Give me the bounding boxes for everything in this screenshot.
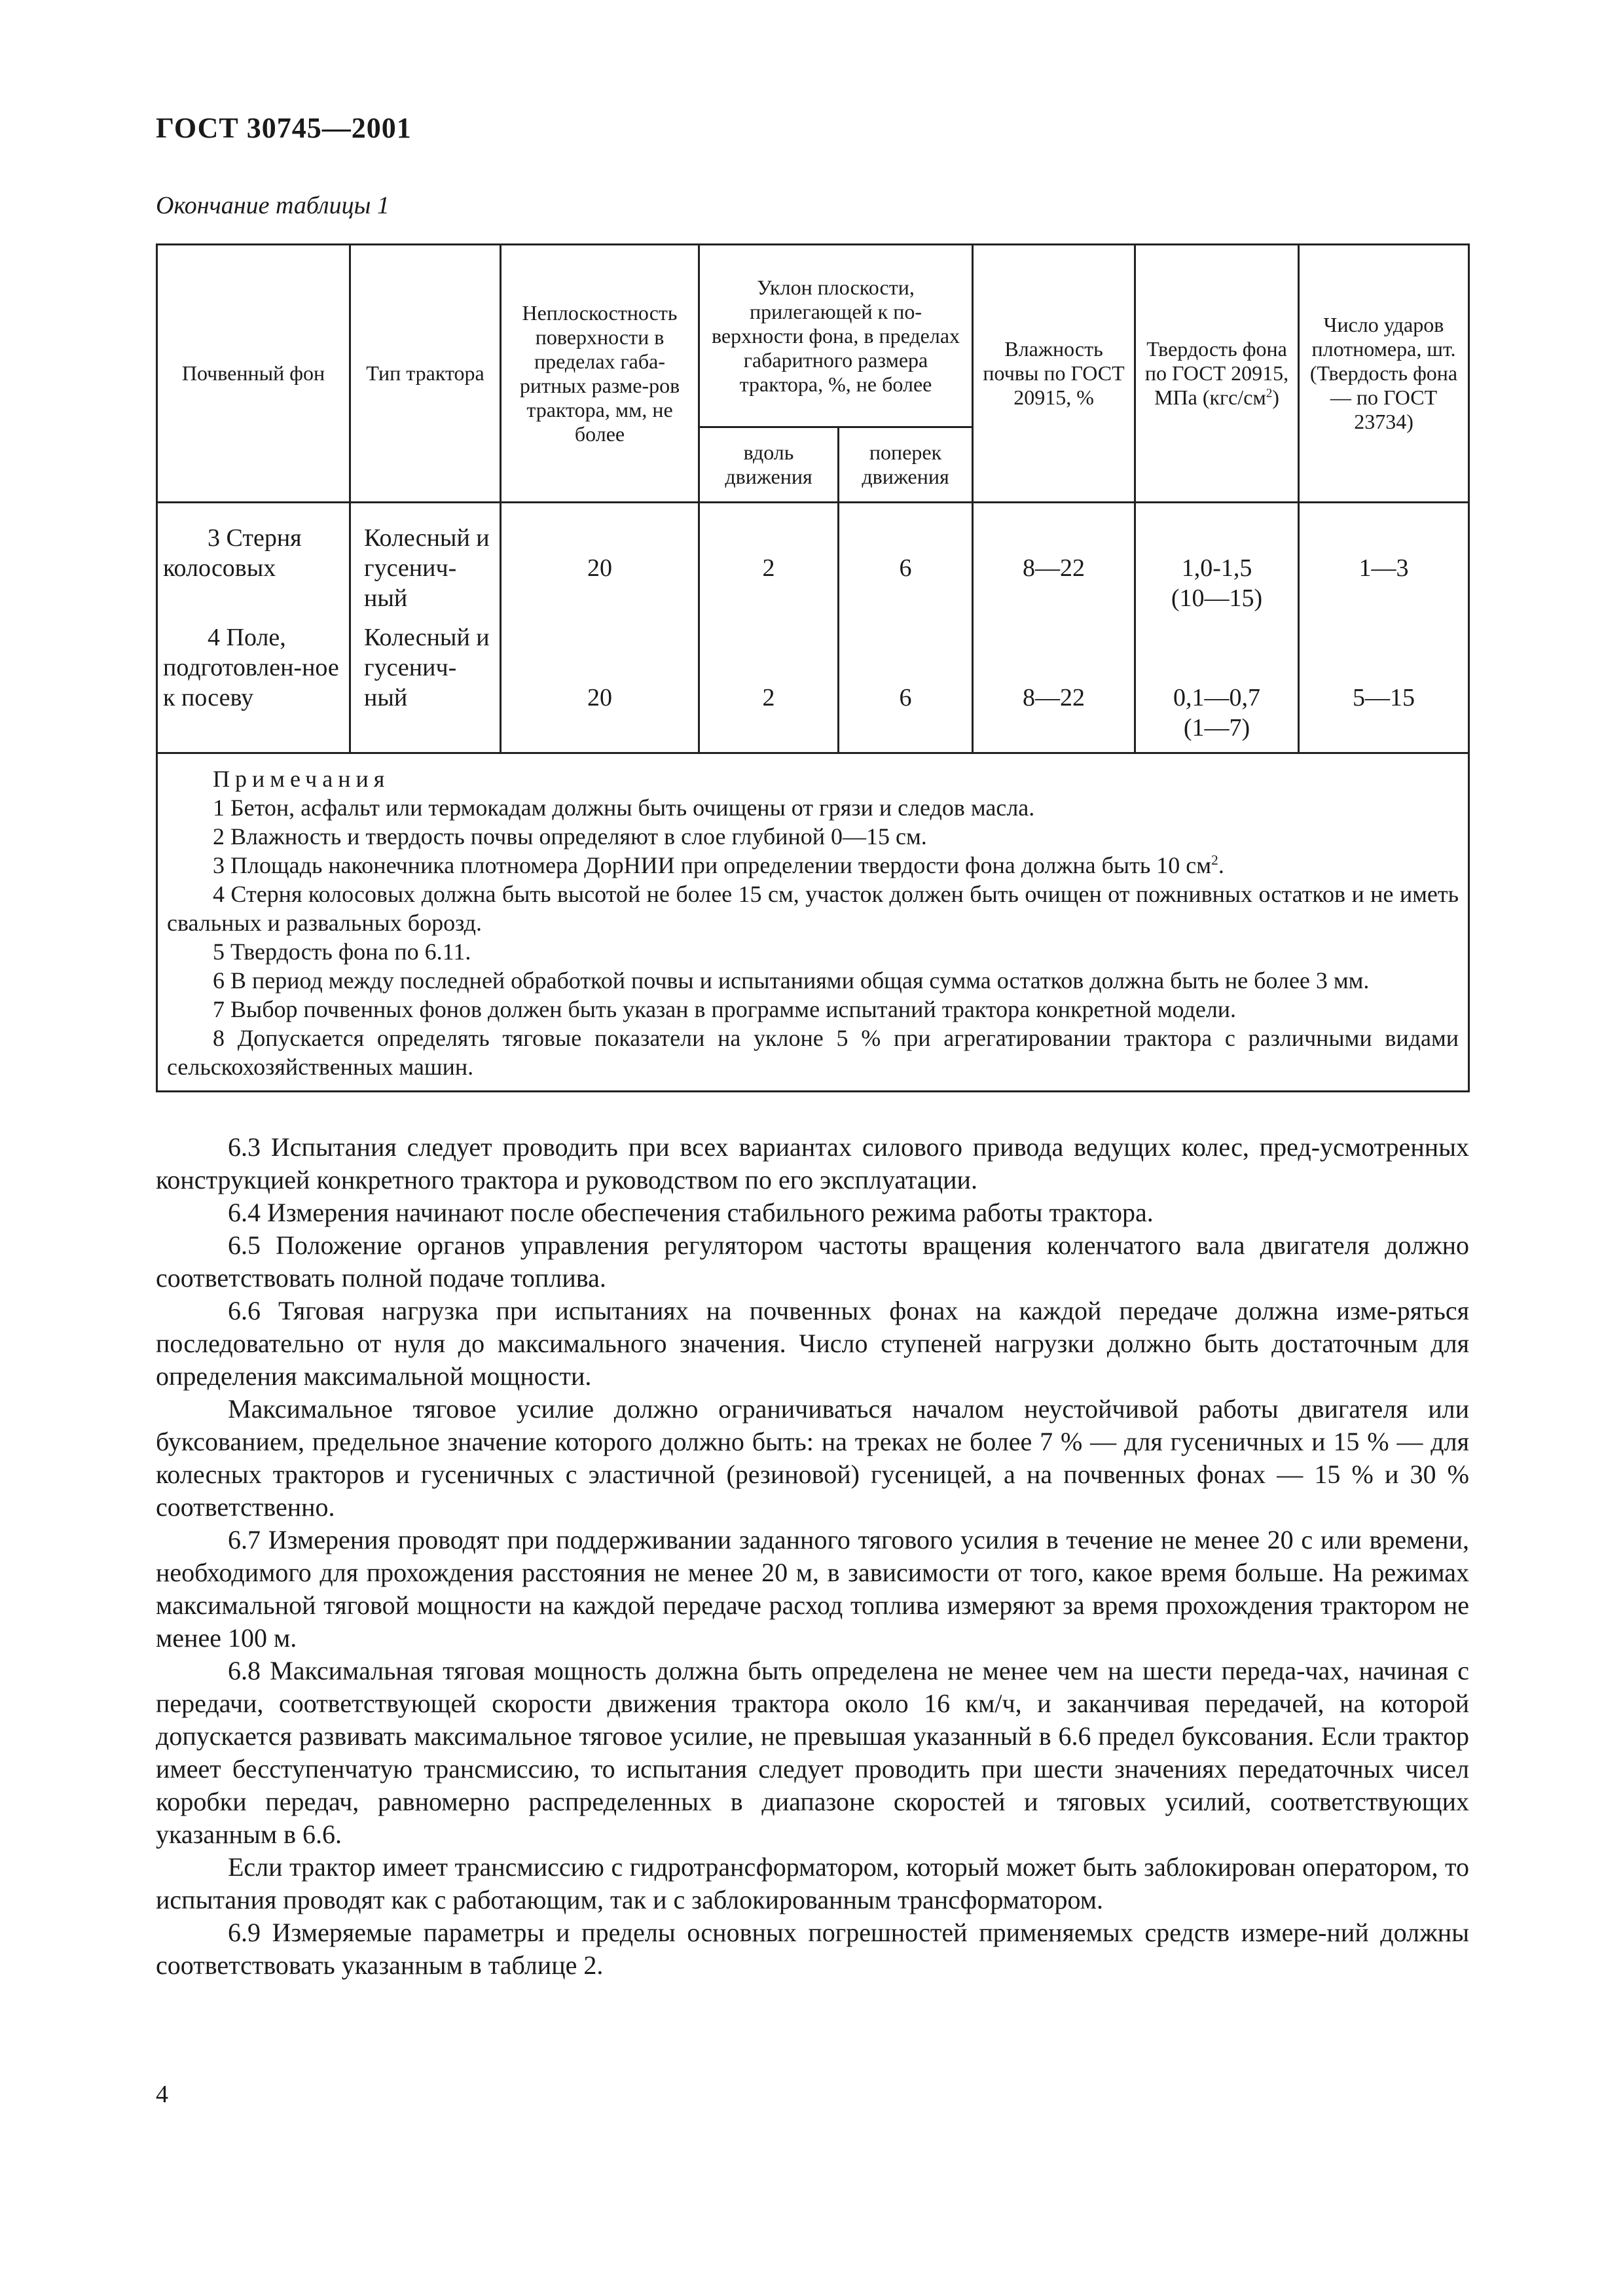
cell-moisture: 8—22: [973, 503, 1135, 614]
note-item: 7 Выбор почвенных фонов должен быть указан в программе испытаний трактора конкретной модели.: [213, 996, 1237, 1022]
soil-line1: 4 Поле,: [208, 624, 286, 651]
header-slope: Уклон плоскости, прилегающей к по-верхности фона, в пределах габаритного размера трактора, %, не более: [699, 245, 973, 427]
header-flatness: Неплоскостность поверхности в пределах габа-ритных разме-ров трактора, мм, не более: [501, 245, 699, 503]
cell-soil: [157, 613, 350, 753]
cell-slope-across: 6: [839, 613, 973, 753]
cell-slope-along: 2: [699, 613, 839, 753]
cell-hardness: [1135, 503, 1299, 614]
header-moisture: Влажность почвы по ГОСТ 20915, %: [973, 245, 1135, 503]
table-row: [157, 613, 1469, 753]
note-3-end: .: [1218, 852, 1224, 878]
body-text: [156, 1131, 1469, 1982]
page-number: 4: [156, 2081, 168, 2108]
hardness-kgf: (1—7): [1183, 714, 1250, 742]
header-slope-along: вдоль движения: [699, 427, 839, 503]
cell-moisture: 8—22: [973, 613, 1135, 753]
paragraph: Если трактор имеет трансмиссию с гидротрансформатором, который может быть заблокирован оператором, то испытания проводят как с работающим, так и с заблокированным трансформатором.: [156, 1852, 1469, 1914]
hardness-mpa: 1,0-1,5: [1181, 554, 1252, 582]
paragraph: Максимальное тяговое усилие должно ограничиваться началом неустойчивой работы двигателя или буксованием, предельное значение которого должно быть: на треках не более 7 % — для гусеничных и 15 % — для колесных тракторов и гусеничных с эластичной (резиновой) гусеницей, а на почвенных фонах — 15 % и 30 % соответственно.: [156, 1394, 1469, 1522]
table-caption: Окончание таблицы 1: [156, 192, 390, 219]
note-item: 5 Твердость фона по 6.11.: [213, 939, 471, 965]
note-item: 8 Допускается определять тяговые показатели на уклоне 5 % при агрегатировании трактора с различными видами сельскохозяйственных машин.: [167, 1025, 1459, 1080]
cell-type: Колесный и гусенич-ный: [350, 503, 501, 614]
cell-soil: [157, 503, 350, 614]
note-3-text: 3 Площадь наконечника плотномера ДорНИИ при определении твердости фона должна быть 10 см: [213, 852, 1212, 878]
cell-slope-along: 2: [699, 503, 839, 614]
cell-type: Колесный и гусенич-ный: [350, 613, 501, 753]
hardness-mpa: 0,1—0,7: [1173, 684, 1261, 711]
note-item: 2 Влажность и твердость почвы определяют в слое глубиной 0—15 см.: [213, 823, 927, 850]
soil-line2: колосовых: [163, 554, 276, 582]
note-item: 6 В период между последней обработкой почвы и испытаниями общая сумма остатков должна быть не более 3 мм.: [213, 967, 1370, 994]
cell-blows: 5—15: [1299, 613, 1469, 753]
header-soil: Почвенный фон: [157, 245, 350, 503]
cell-blows: 1—3: [1299, 503, 1469, 614]
header-tractor-type: Тип трактора: [350, 245, 501, 503]
table-notes: [157, 753, 1469, 1092]
note-3-sup: 2: [1211, 852, 1218, 868]
hardness-kgf: (10—15): [1171, 584, 1263, 612]
header-blows: Число ударов плотномера, шт. (Твердость фона — по ГОСТ 23734): [1299, 245, 1469, 503]
note-item: [167, 851, 1459, 880]
cell-hardness: [1135, 613, 1299, 753]
paragraph: 6.7 Измерения проводят при поддерживании заданного тягового усилия в течение не менее 20 с или времени, необходимого для прохождения расстояния не менее 20 м, в зависимости от того, какое время больше. На режимах максимальной тяговой мощности на каждой передаче расход топлива измеряют за время прохождения трактором не менее 100 м.: [156, 1525, 1469, 1653]
header-slope-across: поперек движения: [839, 427, 973, 503]
paragraph: 6.9 Измеряемые параметры и пределы основных погрешностей применяемых средств измере-ний должны соответствовать указанным в таблице 2.: [156, 1918, 1469, 1980]
table-1: [156, 243, 1470, 1092]
paragraph: 6.3 Испытания следует проводить при всех вариантах силового привода ведущих колес, пред-усмотренных конструкцией конкретного трактора и руководством по его эксплуатации.: [156, 1132, 1469, 1194]
paragraph: 6.4 Измерения начинают после обеспечения стабильного режима работы трактора.: [228, 1198, 1154, 1227]
note-item: 1 Бетон, асфальт или термокадам должны быть очищены от грязи и следов масла.: [213, 795, 1035, 821]
notes-title: Примечания: [213, 766, 390, 792]
paragraph: 6.5 Положение органов управления регулятором частоты вращения коленчатого вала двигателя должно соответствовать полной подаче топлива.: [156, 1230, 1469, 1293]
header-hardness-text: Твердость фона по ГОСТ 20915, МПа (кгс/см: [1144, 337, 1289, 409]
paragraph: 6.6 Тяговая нагрузка при испытаниях на почвенных фонах на каждой передаче должна изме-ряться последовательно от нуля до максимального значения. Число ступеней нагрузки должно быть достаточным для определения максимальной мощности.: [156, 1296, 1469, 1391]
soil-line1: 3 Стерня: [208, 524, 302, 552]
header-hardness: [1135, 245, 1299, 503]
note-item: 4 Стерня колосовых должна быть высотой не более 15 см, участок должен быть очищен от пожнивных остатков и не иметь свальных и развальных борозд.: [167, 881, 1459, 936]
cell-slope-across: 6: [839, 503, 973, 614]
header-hardness-close: ): [1272, 386, 1279, 409]
document-code: ГОСТ 30745—2001: [156, 112, 412, 144]
table-row: [157, 503, 1469, 614]
header-hardness-sup: 2: [1266, 386, 1273, 401]
cell-flatness: 20: [501, 613, 699, 753]
soil-line2: подготовлен-ное к посеву: [163, 654, 339, 711]
paragraph: 6.8 Максимальная тяговая мощность должна быть определена не менее чем на шести переда-чах, начиная с передачи, соответствующей скорости движения трактора около 16 км/ч, и заканчивая передачей, на которой допускается развивать максимальное тяговое усилие, не превышая указанный в 6.6 предел буксования. Если трактор имеет бесступенчатую трансмиссию, то испытания следует проводить при шести значениях передаточных чисел коробки передач, равномерно распределенных в диапазоне скоростей и тяговых усилий, соответствующих указанным в 6.6.: [156, 1656, 1469, 1849]
cell-flatness: 20: [501, 503, 699, 614]
